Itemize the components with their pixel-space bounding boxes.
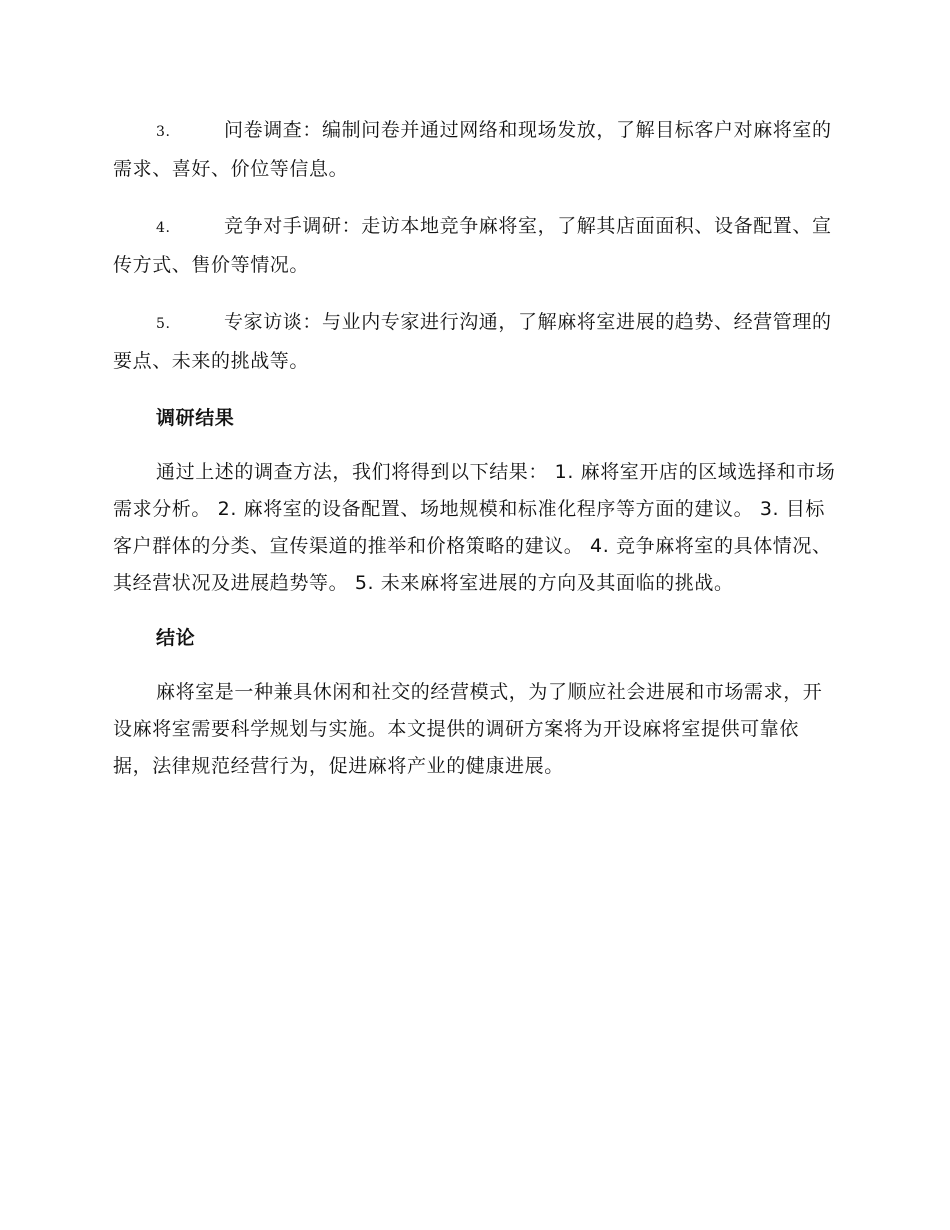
- results-paragraph: 通过上述的调查方法，我们将得到以下结果： 1. 麻将室开店的区域选择和市场需求分析。 2. 麻将室的设备配置、场地规模和标准化程序等方面的建议。 3. 目标客户群体的分类、宣传渠道的推举和价格策略的建议。 4. 竞争麻将室的具体情况、其经营状况及进展趋势等。 5. 未来麻将室进展的方向及其面临的挑战。: [113, 461, 836, 594]
- list-item-number: 3.: [156, 124, 171, 140]
- list-item-number: 4.: [156, 220, 171, 236]
- list-item: [113, 208, 837, 284]
- list-item: [113, 112, 837, 188]
- conclusion-heading: 结论: [156, 627, 196, 649]
- list-item-text: 问卷调查：编制问卷并通过网络和现场发放，了解目标客户对麻将室的需求、喜好、价位等信息。: [113, 119, 832, 180]
- conclusion-paragraph: 麻将室是一种兼具休闲和社交的经营模式，为了顺应社会进展和市场需求，开设麻将室需要科学规划与实施。本文提供的调研方案将为开设麻将室提供可靠依据，法律规范经营行为，促进麻将产业的健康进展。: [113, 681, 823, 777]
- document-content: [113, 112, 837, 803]
- list-item: [113, 304, 837, 380]
- list-item-number: 5.: [156, 316, 171, 332]
- list-item-text: 专家访谈：与业内专家进行沟通，了解麻将室进展的趋势、经营管理的要点、未来的挑战等。: [113, 311, 832, 372]
- list-item-text: 竞争对手调研：走访本地竞争麻将室，了解其店面面积、设备配置、宣传方式、售价等情况。: [113, 215, 832, 276]
- results-heading: 调研结果: [156, 407, 235, 429]
